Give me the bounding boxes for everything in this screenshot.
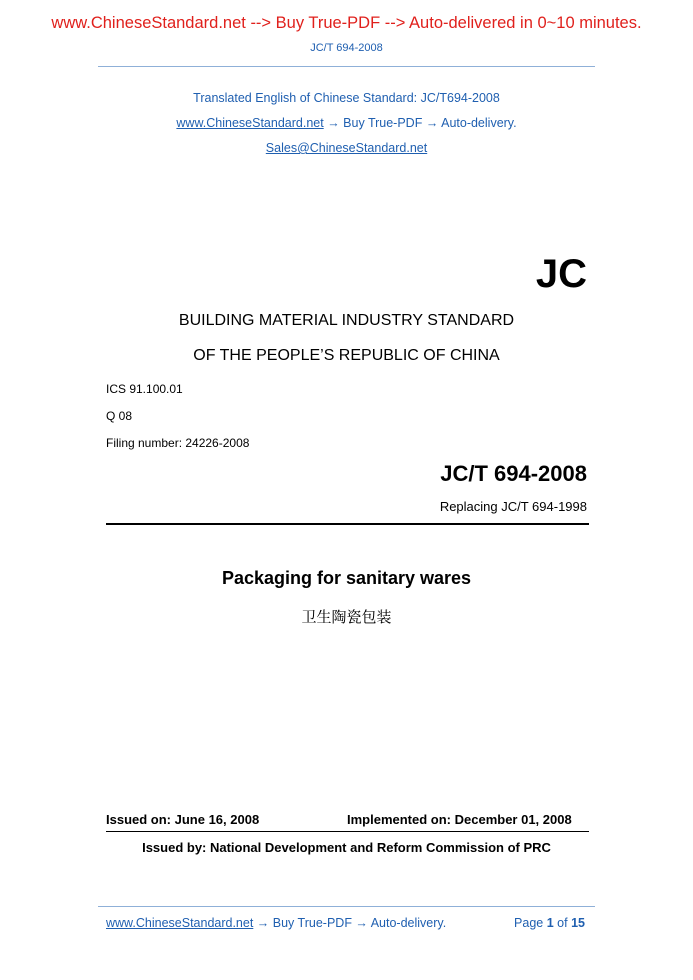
footer-buy-text: → Buy True-PDF → Auto-delivery. [256,916,447,930]
standard-category-line2: OF THE PEOPLE’S REPUBLIC OF CHINA [193,347,500,364]
header-divider [98,66,595,67]
ics-code: ICS 91.100.01 [106,382,183,396]
header-doc-id: JC/T 694-2008 [310,42,383,54]
document-title: Packaging for sanitary wares [221,568,472,588]
promo-banner[interactable]: www.ChineseStandard.net --> Buy True-PDF --> Auto-delivered in 0~10 minutes. [51,14,642,32]
of-label: of [557,916,568,930]
page-footer [106,916,589,930]
page-indicator [514,916,585,930]
issue-divider [106,831,589,832]
page-total: 15 [571,916,585,930]
filing-number: Filing number: 24226-2008 [106,436,250,450]
footer-site-link[interactable]: www.ChineseStandard.net [106,916,254,930]
footer-divider [98,906,595,907]
issue-dates-row [106,812,589,827]
implemented-on-date: Implemented on: December 01, 2008 [347,812,572,827]
standard-category-line1: BUILDING MATERIAL INDUSTRY STANDARD [178,312,515,329]
page-number: 1 [546,916,554,930]
title-divider [106,523,589,525]
sales-email-link[interactable]: Sales@ChineseStandard.net [265,141,428,155]
replacing-note: Replacing JC/T 694-1998 [439,499,587,514]
issued-by: Issued by: National Development and Reform Commission of PRC [142,840,551,855]
translation-note: Translated English of Chinese Standard: JC/T694-2008 [193,91,500,105]
q-code: Q 08 [106,409,133,423]
standard-code-logo: JC [535,252,587,296]
sales-line [0,141,693,155]
issued-on-date: Issued on: June 16, 2008 [106,812,260,827]
site-link[interactable]: www.ChineseStandard.net [176,116,324,130]
document-title-chinese: 卫生陶瓷包装 [301,608,392,626]
standard-number: JC/T 694-2008 [440,461,587,486]
page-label: Page [514,916,544,930]
buy-line [0,116,693,130]
buy-text: → Buy True-PDF → Auto-delivery. [327,116,517,130]
